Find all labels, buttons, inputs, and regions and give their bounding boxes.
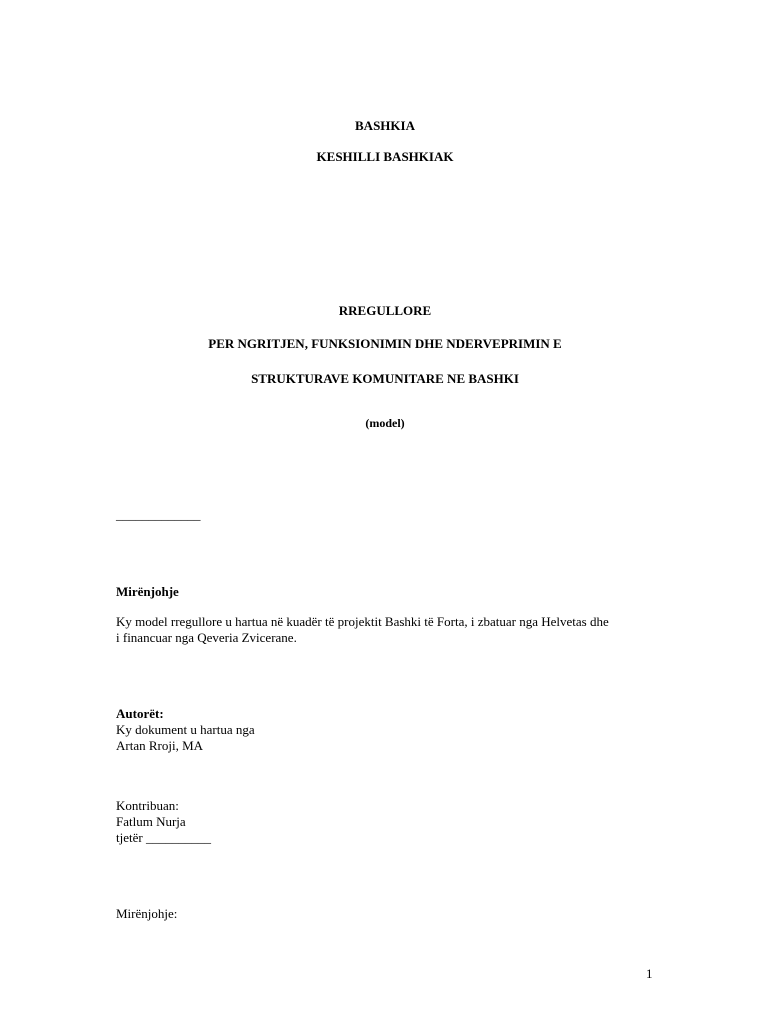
- acknowledgement-heading: Mirënjohje: [116, 584, 179, 599]
- authors-line-2: Artan Rroji, MA: [116, 738, 204, 753]
- contributors-heading: Kontribuan:: [116, 798, 179, 813]
- acknowledgement-text-line-1: Ky model rregullore u hartua në kuadër të projektit Bashki të Forta, i zbatuar nga Helvetas dhe: [116, 614, 609, 629]
- title-subtitle: (model): [365, 416, 405, 430]
- page-number: 1: [646, 966, 653, 981]
- divider-line: _____________: [116, 507, 201, 522]
- title-line-3: STRUKTURAVE KOMUNITARE NE BASHKI: [251, 371, 519, 386]
- authors-line-1: Ky dokument u hartua nga: [116, 722, 255, 737]
- acknowledgement-text-line-2: i financuar nga Qeveria Zvicerane.: [116, 630, 297, 645]
- footer-acknowledgement: Mirënjohje:: [116, 906, 178, 921]
- authors-heading: Autorët:: [116, 706, 164, 721]
- council-heading: KESHILLI BASHKIAK: [316, 149, 454, 164]
- acknowledgement-paragraph: [116, 614, 676, 646]
- municipality-heading: BASHKIA: [355, 118, 415, 133]
- contributors-line-1: Fatlum Nurja: [116, 814, 186, 829]
- title-line-2: PER NGRITJEN, FUNKSIONIMIN DHE NDERVEPRIMIN E: [208, 336, 562, 351]
- contributors-line-2: tjetër __________: [116, 830, 211, 845]
- title-line-1: RREGULLORE: [338, 303, 432, 318]
